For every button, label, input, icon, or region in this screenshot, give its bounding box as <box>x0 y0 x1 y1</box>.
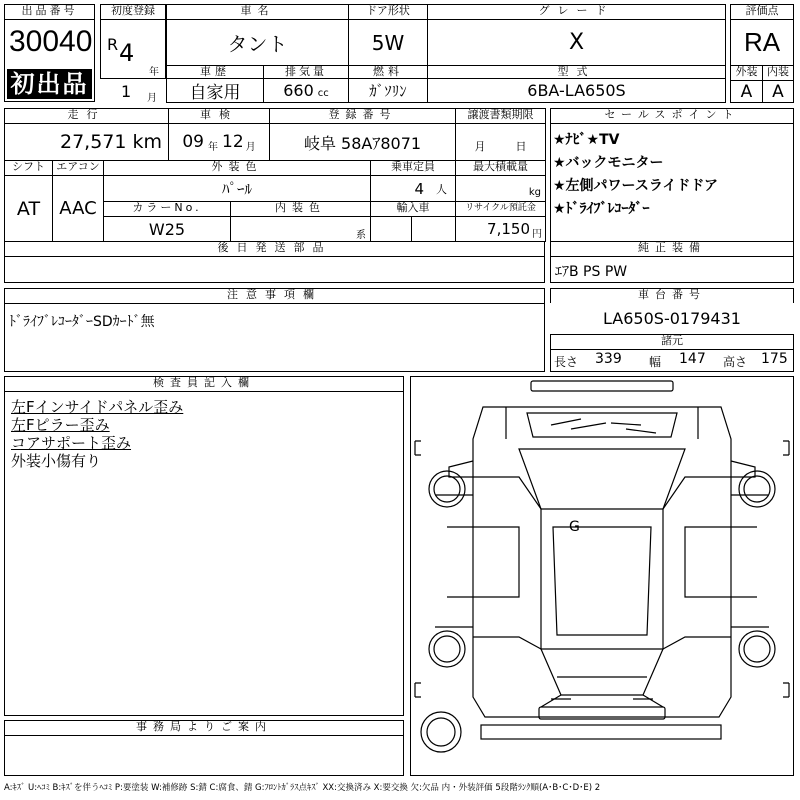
color-label: 外装色 <box>103 160 371 176</box>
chassis-block <box>550 288 794 372</box>
notes-text: ﾄﾞﾗｲﾌﾞﾚｺｰﾀﾞｰSDｶｰﾄﾞ無 <box>9 314 155 330</box>
car-name: タント <box>166 19 349 66</box>
fuel-label: 燃料 <box>348 65 428 79</box>
history: 自家用 <box>166 78 264 103</box>
cc-unit: cc <box>317 88 329 99</box>
chassis-number: LA650S-0179431 <box>550 303 794 335</box>
ac: AAC <box>52 175 104 242</box>
recycle-fee: 7,150 <box>487 220 530 238</box>
office-label: 事務局よりご案内 <box>4 720 404 736</box>
lot-label: 出品番号 <box>4 4 95 20</box>
glass-scratch-mark: G <box>569 519 580 535</box>
vehicle-detail-block <box>4 108 545 283</box>
equipment: ｴｱB PS PW <box>555 264 628 280</box>
inspector-label: 検査員記入欄 <box>4 376 404 392</box>
era: R <box>107 35 119 54</box>
inspection-label: 車検 <box>168 108 270 124</box>
grade: X <box>427 19 726 66</box>
mileage: 27,571 <box>60 131 127 153</box>
recycle-cell <box>455 216 546 242</box>
exterior-grade-label: 外装 <box>730 65 763 81</box>
later-parts-label: 後日発送部品 <box>4 241 545 257</box>
first-listing-badge: 初出品 <box>7 69 92 99</box>
sales-point: ★左側パワースライドドア <box>553 178 719 194</box>
inspection-cell <box>168 123 270 161</box>
inspector-note: 左Fピラー歪み <box>11 416 110 434</box>
model-label: 型式 <box>427 65 726 79</box>
interior-grade: A <box>762 80 794 103</box>
length-label: 長さ <box>554 355 579 369</box>
import-label: 輸入車 <box>370 201 456 217</box>
notes-label: 注意事項欄 <box>4 288 545 304</box>
office-block <box>4 720 404 776</box>
registration-month: 1 <box>121 82 132 101</box>
lot-number-block <box>4 4 95 102</box>
color-no-label: カラーNo. <box>103 201 231 217</box>
specs-label: 諸元 <box>550 334 794 350</box>
year-unit: 年 <box>149 67 159 78</box>
transfer-month-unit: 月 <box>474 140 486 153</box>
color-no: W25 <box>103 216 231 242</box>
sales-points-block <box>550 108 794 283</box>
sales-points-label: セールスポイント <box>550 108 794 124</box>
capacity-label: 乗車定員 <box>370 160 456 176</box>
mileage-cell <box>4 123 169 161</box>
exterior-grade: A <box>730 80 763 103</box>
interior-color-unit: 系 <box>356 229 366 241</box>
notes-block <box>4 288 545 372</box>
fuel: ｶﾞｿﾘﾝ <box>348 78 428 103</box>
displacement-label: 排気量 <box>263 65 349 79</box>
legend: A:ｷｽﾞ U:ﾍｺﾐ B:ｷｽﾞを伴うﾍｺﾐ P:要塗装 W:補修跡 S:錆 C:腐食、錆 G:ﾌﾛﾝﾄｶﾞﾗｽ点ｷｽﾞ XX:交換済み X:要交換 欠:欠品 内・外装評価 5段階ﾗﾝｸ順(A･B･C･D･E) 2 <box>4 783 601 793</box>
capacity-unit: 人 <box>436 182 447 196</box>
chassis-label: 車台番号 <box>550 288 794 304</box>
width: 147 <box>679 351 706 367</box>
transfer-cell <box>455 123 546 161</box>
displacement-cell <box>263 78 349 103</box>
height: 175 <box>761 351 788 367</box>
score: RA <box>730 19 794 66</box>
car-name-label: 車名 <box>166 4 349 20</box>
score-label: 評価点 <box>730 4 794 20</box>
recycle-label: リサイクル預託金 <box>455 201 546 217</box>
sales-point: ★ﾅﾋﾞ★TV <box>553 132 620 148</box>
lot-number: 30040 <box>9 25 93 58</box>
shift-label: シフト <box>4 160 53 176</box>
plate: 岐阜 58Aｱ8071 <box>269 123 456 161</box>
km-unit: km <box>132 131 162 153</box>
first-registration-block <box>100 4 166 102</box>
door-label: ドア形状 <box>348 4 428 20</box>
month-unit: 月 <box>147 93 157 104</box>
shift: AT <box>4 175 53 242</box>
equipment-label: 純正装備 <box>550 241 794 257</box>
interior-grade-label: 内装 <box>762 65 794 81</box>
model: 6BA-LA650S <box>427 78 726 103</box>
registration-year: 4 <box>119 39 135 67</box>
height-label: 高さ <box>723 355 748 369</box>
inspection-month: 12 <box>222 132 244 152</box>
displacement: 660 <box>283 81 314 100</box>
grade-label: グレード <box>427 4 726 20</box>
inspection-year: 09 <box>182 132 204 152</box>
capacity: 4 <box>414 179 424 198</box>
import-divider <box>411 216 456 242</box>
load-unit: kg <box>528 187 541 198</box>
first-registration-label: 初度登録 <box>100 4 166 20</box>
car-body-diagram <box>411 377 793 775</box>
sales-point: ★バックモニター <box>553 155 664 171</box>
interior-color-cell <box>230 216 371 242</box>
score-block <box>730 4 794 102</box>
inspector-note: 外装小傷有り <box>11 452 102 470</box>
inspector-note: コアサポート歪み <box>11 434 132 452</box>
width-label: 幅 <box>649 355 662 369</box>
color: ﾊﾟｰﾙ <box>103 175 371 202</box>
length: 339 <box>595 351 622 367</box>
inspector-block <box>4 376 404 716</box>
transfer-day-unit: 日 <box>515 140 527 153</box>
plate-label: 登録番号 <box>269 108 456 124</box>
interior-color-label: 内装色 <box>230 201 371 217</box>
inspection-month-unit: 月 <box>245 141 256 153</box>
car-info-block <box>166 4 725 102</box>
sales-point: ★ﾄﾞﾗｲﾌﾞﾚｺｰﾀﾞｰ <box>553 201 650 217</box>
inspector-note: 左Fインサイドパネル歪み <box>11 398 184 416</box>
capacity-cell <box>370 175 456 202</box>
load-label: 最大積載量 <box>455 160 546 176</box>
car-diagram <box>410 376 794 776</box>
door-type: 5W <box>348 19 428 66</box>
load-cell <box>455 175 546 202</box>
yen-unit: 円 <box>532 228 542 240</box>
mileage-label: 走行 <box>4 108 169 124</box>
transfer-label: 譲渡書類期限 <box>455 108 546 124</box>
ac-label: エアコン <box>52 160 104 176</box>
history-label: 車歴 <box>166 65 264 79</box>
inspection-year-unit: 年 <box>208 141 218 153</box>
